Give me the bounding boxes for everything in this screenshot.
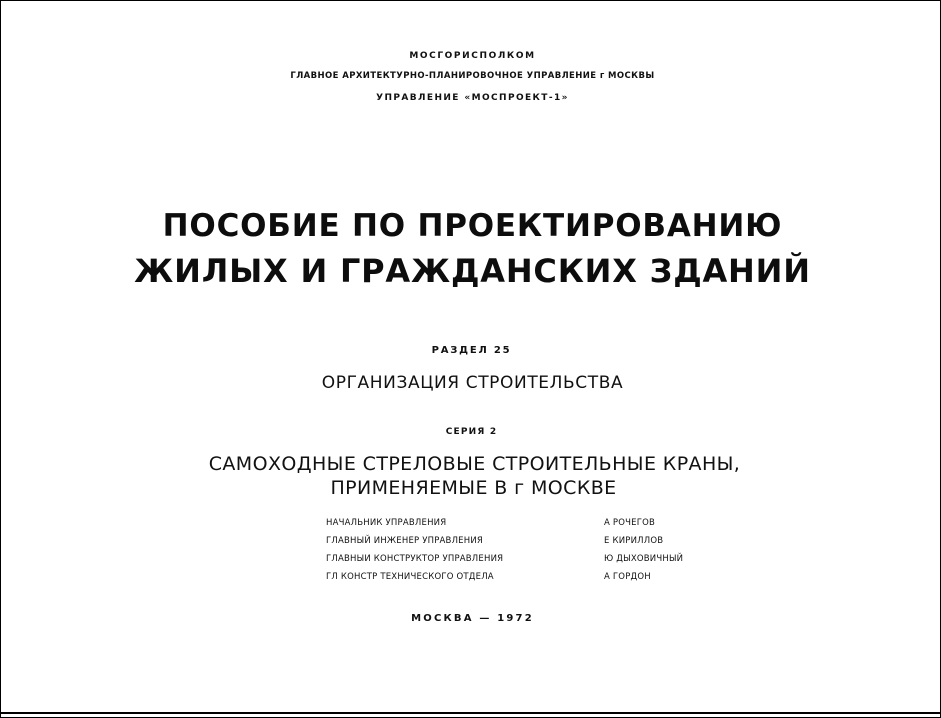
place-and-year: МОСКВА — 1972 [411, 613, 534, 624]
department-name: УПРАВЛЕНИЕ «МОСПРОЕКТ-1» [376, 93, 569, 103]
section-title: ОРГАНИЗАЦИЯ СТРОИТЕЛЬСТВА [321, 373, 624, 393]
staff-name: Е КИРИЛЛОВ [604, 536, 664, 546]
staff-name: Ю ДЫХОВИЧНЫЙ [604, 554, 684, 564]
bottom-border-rule [1, 712, 940, 714]
series-title-line-2: ПРИМЕНЯЕМЫЕ В г МОСКВЕ [330, 477, 617, 499]
document-title-line-2: ЖИЛЫХ И ГРАЖДАНСКИХ ЗДАНИЙ [134, 252, 811, 290]
staff-role: ГЛАВНЫИ КОНСТРУКТОР УПРАВЛЕНИЯ [326, 554, 504, 564]
document-title-line-1: ПОСОБИЕ ПО ПРОЕКТИРОВАНИЮ [162, 208, 783, 244]
staff-row [326, 518, 706, 536]
staff-name: А ГОРДОН [604, 572, 651, 582]
series-number: СЕРИЯ 2 [445, 427, 498, 437]
staff-list [326, 518, 706, 590]
staff-row [326, 554, 706, 572]
staff-row [326, 572, 706, 590]
section-number: РАЗДЕЛ 25 [431, 345, 512, 356]
staff-role: ГЛ КОНСТР ТЕХНИЧЕСКОГО ОТДЕЛА [326, 572, 494, 582]
staff-role: ГЛАВНЫЙ ИНЖЕНЕР УПРАВЛЕНИЯ [326, 536, 484, 546]
staff-row [326, 536, 706, 554]
organization-name: МОСГОРИСПОЛКОМ [409, 51, 536, 61]
staff-role: НАЧАЛЬНИК УПРАВЛЕНИЯ [326, 518, 447, 528]
series-title-line-1: САМОХОДНЫЕ СТРЕЛОВЫЕ СТРОИТЕЛЬНЫЕ КРАНЫ, [208, 453, 741, 475]
staff-name: А РОЧЕГОВ [604, 518, 656, 528]
directorate-name: ГЛАВНОЕ АРХИТЕКТУРНО-ПЛАНИРОВОЧНОЕ УПРАВЛЕНИЕ г МОСКВЫ [290, 71, 655, 81]
